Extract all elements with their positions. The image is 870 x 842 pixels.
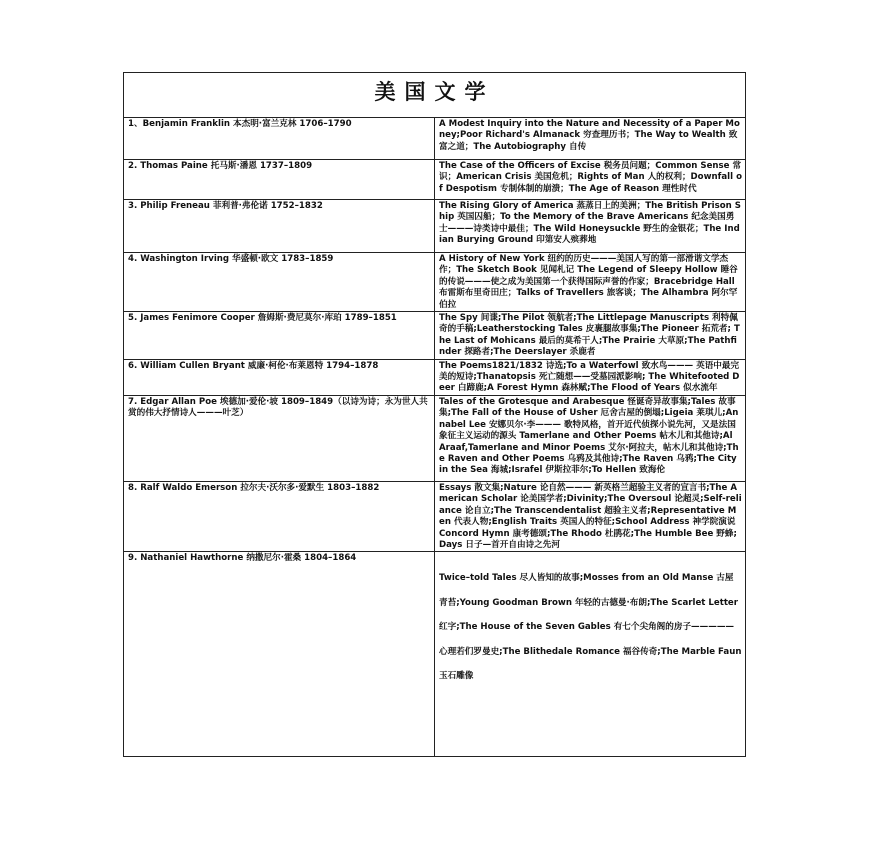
author-name: 1、Benjamin Franklin 本杰明·富兰克林 1706–1790	[128, 119, 352, 129]
table-row	[124, 312, 746, 360]
works-cell	[435, 481, 746, 551]
table-row	[124, 481, 746, 551]
author-cell	[124, 160, 435, 200]
table-row	[124, 200, 746, 253]
works-text: Essays 散文集;Nature 论自然——— 新英格兰超验主义者的宣言书;The American Scholar 论美国学者;Divinity;The Oversoul 论超灵;Self-reliance 论自立;The Transcendentalist 超验主义者;Representative Men 代表人物;English Traits 英国人的特征;School Address 神学院演说 Concord Hymn 康考德颂;The Rhodo 杜鹃花;The Humble Bee 野蜂;Days 日子—首开自由诗之先河	[439, 482, 742, 550]
works-text: Tales of the Grotesque and Arabesque 怪诞奇异故事集;Tales 故事集;The Fall of the House of Usher 厄舍古屋的倒塌;Ligeia 莱琪儿;Annabel Lee 安娜贝尔·李——— 歌特风格，首开近代侦探小说先河，又是法国象征主义运动的源头 Tamerlane and Other Poems 帖木儿和其他诗;Al Araaf,Tamerlane and Minor Poems 艾尔·阿拉夫，帖木儿和其他诗;The Raven and Other Poems 乌鸦及其他诗;The Raven 乌鸦;The City in the Sea 海城;Israfel 伊斯拉菲尔;To Hellen 致海伦	[439, 396, 739, 476]
literature-table	[123, 72, 746, 757]
author-name: 2. Thomas Paine 托马斯·潘恩 1737–1809	[128, 161, 313, 171]
author-name: 7. Edgar Allan Poe 埃德加·爱伦·坡 1809–1849（以诗为诗；永为世人共赏的伟大抒情诗人———叶芝）	[128, 396, 428, 419]
table-row	[124, 118, 746, 160]
author-name: 9. Nathaniel Hawthorne 纳撒尼尔·霍桑 1804–1864	[128, 553, 357, 564]
page-title: 美国文学	[374, 79, 495, 105]
works-text: The Case of the Officers of Excise 税务员问题；Common Sense 常识；American Crisis 美国危机；Rights of Man 人的权利；Downfall of Despotism 专制体制的崩溃；The Age of Reason 理性时代	[439, 161, 742, 194]
author-name: 5. James Fenimore Cooper 詹姆斯·费尼莫尔·库珀 1789–1851	[128, 313, 397, 324]
author-cell	[124, 118, 435, 160]
author-cell	[124, 552, 435, 757]
author-name: 4. Washington Irving 华盛顿·欧文 1783–1859	[128, 254, 334, 264]
works-text: The Rising Glory of America 蒸蒸日上的美洲；The British Prison Ship 英国囚船；To the Memory of the Brave Americans 纪念美国勇士———诗类诗中最佳；The Wild Honeysuckle 野生的金银花；The Indian Burying Ground 印第安人殡葬地	[439, 201, 741, 246]
works-cell	[435, 312, 746, 360]
works-cell	[435, 552, 746, 757]
works-text: A Modest Inquiry into the Nature and Necessity of a Paper Money;Poor Richard's Almanack 穷查理历书；The Way to Wealth 致富之道；The Autobiography 自传	[439, 119, 740, 152]
table-row	[124, 253, 746, 312]
works-text: The Spy 间谍;The Pilot 领航者;The Littlepage Manuscripts 利特佩奇的手稿;Leatherstocking Tales 皮裹腿故事集;The Pioneer 拓荒者; The Last of Mohicans 最后的莫希干人;The Prairie 大草原;The Pathfinder 探路者;The Deerslayer 杀鹿者	[439, 313, 740, 358]
author-cell	[124, 481, 435, 551]
table-row	[124, 395, 746, 481]
author-cell	[124, 312, 435, 360]
author-name: 6. William Cullen Bryant 威廉·柯伦·布莱恩特 1794–1878	[128, 360, 379, 371]
works-cell	[435, 160, 746, 200]
table-row	[124, 552, 746, 757]
works-cell	[435, 200, 746, 253]
author-cell	[124, 395, 435, 481]
works-cell	[435, 118, 746, 160]
author-cell	[124, 200, 435, 253]
works-text: Twice–told Tales 尽人皆知的故事;Mosses from an Old Manse 古屋青苔;Young Goodman Brown 年轻的古德曼·布朗;The Scarlet Letter 红字;The House of the Seven Gables 有七个尖角阁的房子————— 心理若们罗曼史;The Blithedale Romance 福谷传奇;The Marble Faun 玉石雕像	[439, 573, 742, 681]
author-name: 8. Ralf Waldo Emerson 拉尔夫·沃尔多·爱默生 1803–1882	[128, 482, 380, 493]
author-cell	[124, 359, 435, 395]
works-cell	[435, 395, 746, 481]
table-row	[124, 160, 746, 200]
works-cell	[435, 253, 746, 312]
works-text: The Poems1821/1832 诗选;To a Waterfowl 致水鸟——— 英语中最完美的短诗;Thanatopsis 死亡随想——受墓园派影响; The Whitefooted Deer 白蹄鹿;A Forest Hymn 森林赋;The Flood of Years 似水流年	[439, 360, 740, 394]
author-cell	[124, 253, 435, 312]
author-name: 3. Philip Freneau 菲利普·弗伦诺 1752–1832	[128, 201, 323, 211]
title-cell	[124, 73, 746, 118]
table-row	[124, 359, 746, 395]
works-text: A History of New York 纽约的历史———美国人写的第一部滑谐文学杰作；The Sketch Book 见闻札记 The Legend of Sleepy Hollow 睡谷的传说———使之成为美国第一个获得国际声誉的作家；Bracebridge Hall 布雷斯布里奇田庄；Talks of Travellers 旅客谈；The Alhambra 阿尔罕伯拉	[439, 254, 738, 310]
title-row	[124, 73, 746, 118]
works-cell	[435, 359, 746, 395]
